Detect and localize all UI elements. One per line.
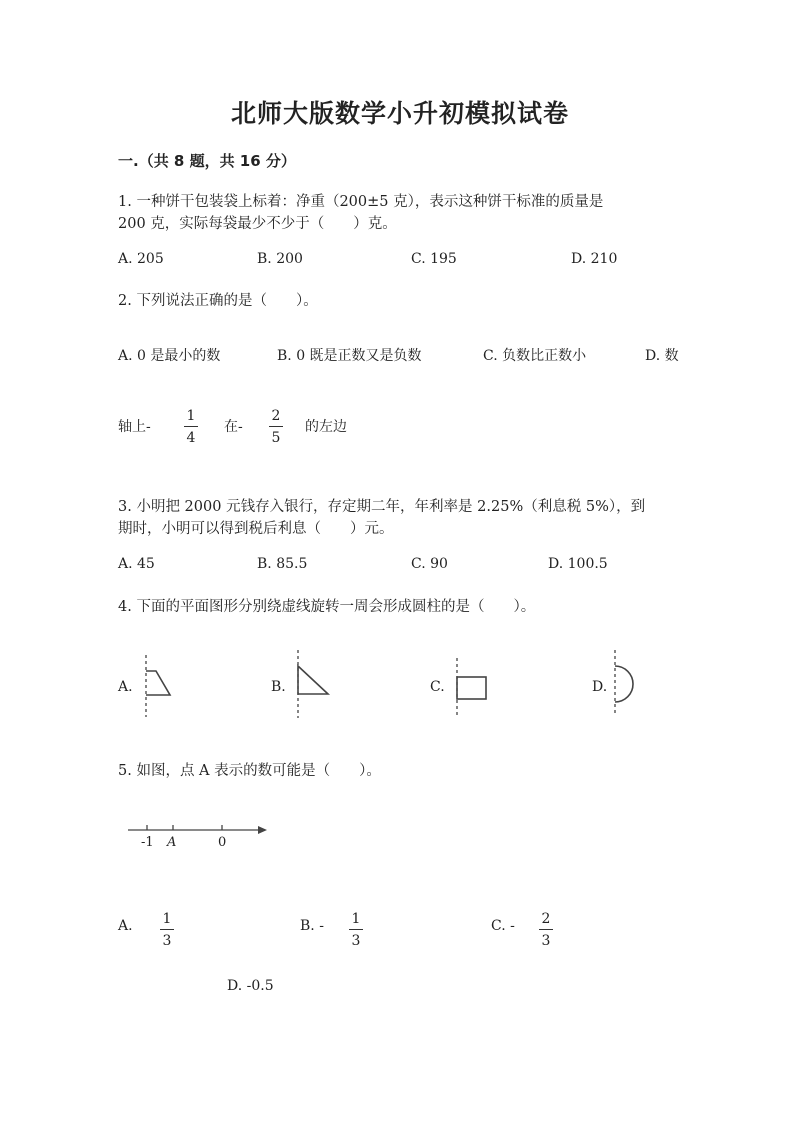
q1-option-c[interactable]: C. 195: [411, 251, 457, 267]
q3-option-c[interactable]: C. 90: [411, 556, 448, 572]
rectangle-shape-figure: [447, 658, 491, 716]
q5-option-c[interactable]: C. -: [491, 918, 515, 934]
fraction-two-fifths: [269, 409, 283, 445]
q2-option-a[interactable]: A. 0 是最小的数: [118, 348, 221, 364]
q4-option-a[interactable]: A.: [118, 679, 133, 695]
question-3-line-2: 期时，小明可以得到税后利息（ ）元。: [118, 521, 394, 537]
q2-text-suffix: 的左边: [305, 419, 347, 435]
number-line-label-point-a: A: [167, 835, 177, 850]
fraction-numerator: 1: [184, 409, 198, 427]
q2-option-d-continued: 轴上-: [118, 419, 151, 435]
fraction-denominator: 3: [162, 933, 172, 949]
q5-option-d[interactable]: D. -0.5: [227, 978, 274, 994]
fraction-denominator: 3: [541, 933, 551, 949]
q1-option-a[interactable]: A. 205: [118, 251, 164, 267]
fraction-denominator: 4: [186, 430, 196, 446]
number-line-label-zero: 0: [218, 835, 227, 850]
fraction-numerator: 2: [539, 912, 553, 930]
q1-option-b[interactable]: B. 200: [257, 251, 303, 267]
fraction-numerator: 1: [160, 912, 174, 930]
semicircle-shape-figure: [605, 650, 645, 716]
q5-option-b[interactable]: B. -: [300, 918, 324, 934]
page-title: 北师大版数学小升初模拟试卷: [230, 99, 569, 128]
fraction-denominator: 5: [271, 430, 281, 446]
q4-option-b[interactable]: B.: [271, 679, 286, 695]
q3-option-d[interactable]: D. 100.5: [548, 556, 608, 572]
question-1-line-2: 200 克，实际每袋最少不少于（ ）克。: [118, 216, 397, 232]
q5-option-a[interactable]: A.: [118, 918, 133, 934]
fraction-one-quarter: [184, 409, 198, 445]
q3-option-a[interactable]: A. 45: [118, 556, 155, 572]
question-5-text: 5. 如图，点 A 表示的数可能是（ ）。: [118, 763, 381, 779]
number-line-figure: [128, 820, 273, 834]
q3-option-b[interactable]: B. 85.5: [257, 556, 308, 572]
q2-option-d[interactable]: D. 数: [645, 348, 679, 364]
q2-option-b[interactable]: B. 0 既是正数又是负数: [277, 348, 422, 364]
q2-option-c[interactable]: C. 负数比正数小: [483, 348, 587, 364]
fraction-numerator: 2: [269, 409, 283, 427]
triangle-shape-figure: [288, 650, 332, 718]
trapezoid-shape-figure: [136, 655, 176, 717]
q2-text-mid: 在-: [224, 419, 243, 435]
fraction-two-thirds: [539, 912, 553, 948]
question-4-text: 4. 下面的平面图形分别绕虚线旋转一周会形成圆柱的是（ ）。: [118, 599, 536, 615]
section-heading: 一.（共 8 题，共 16 分）: [118, 152, 296, 170]
fraction-one-third-a: [160, 912, 174, 948]
q4-option-d[interactable]: D.: [592, 679, 608, 695]
fraction-numerator: 1: [349, 912, 363, 930]
question-2-text: 2. 下列说法正确的是（ ）。: [118, 293, 318, 309]
q4-option-c[interactable]: C.: [430, 679, 445, 695]
q1-option-d[interactable]: D. 210: [571, 251, 618, 267]
fraction-denominator: 3: [351, 933, 361, 949]
number-line-label-minus-one: -1: [141, 835, 154, 850]
question-3-line-1: 3. 小明把 2000 元钱存入银行，存定期二年，年利率是 2.25%（利息税 5%），到: [118, 499, 646, 515]
fraction-one-third-b: [349, 912, 363, 948]
question-1-line-1: 1. 一种饼干包装袋上标着：净重（200±5 克），表示这种饼干标准的质量是: [118, 194, 604, 210]
